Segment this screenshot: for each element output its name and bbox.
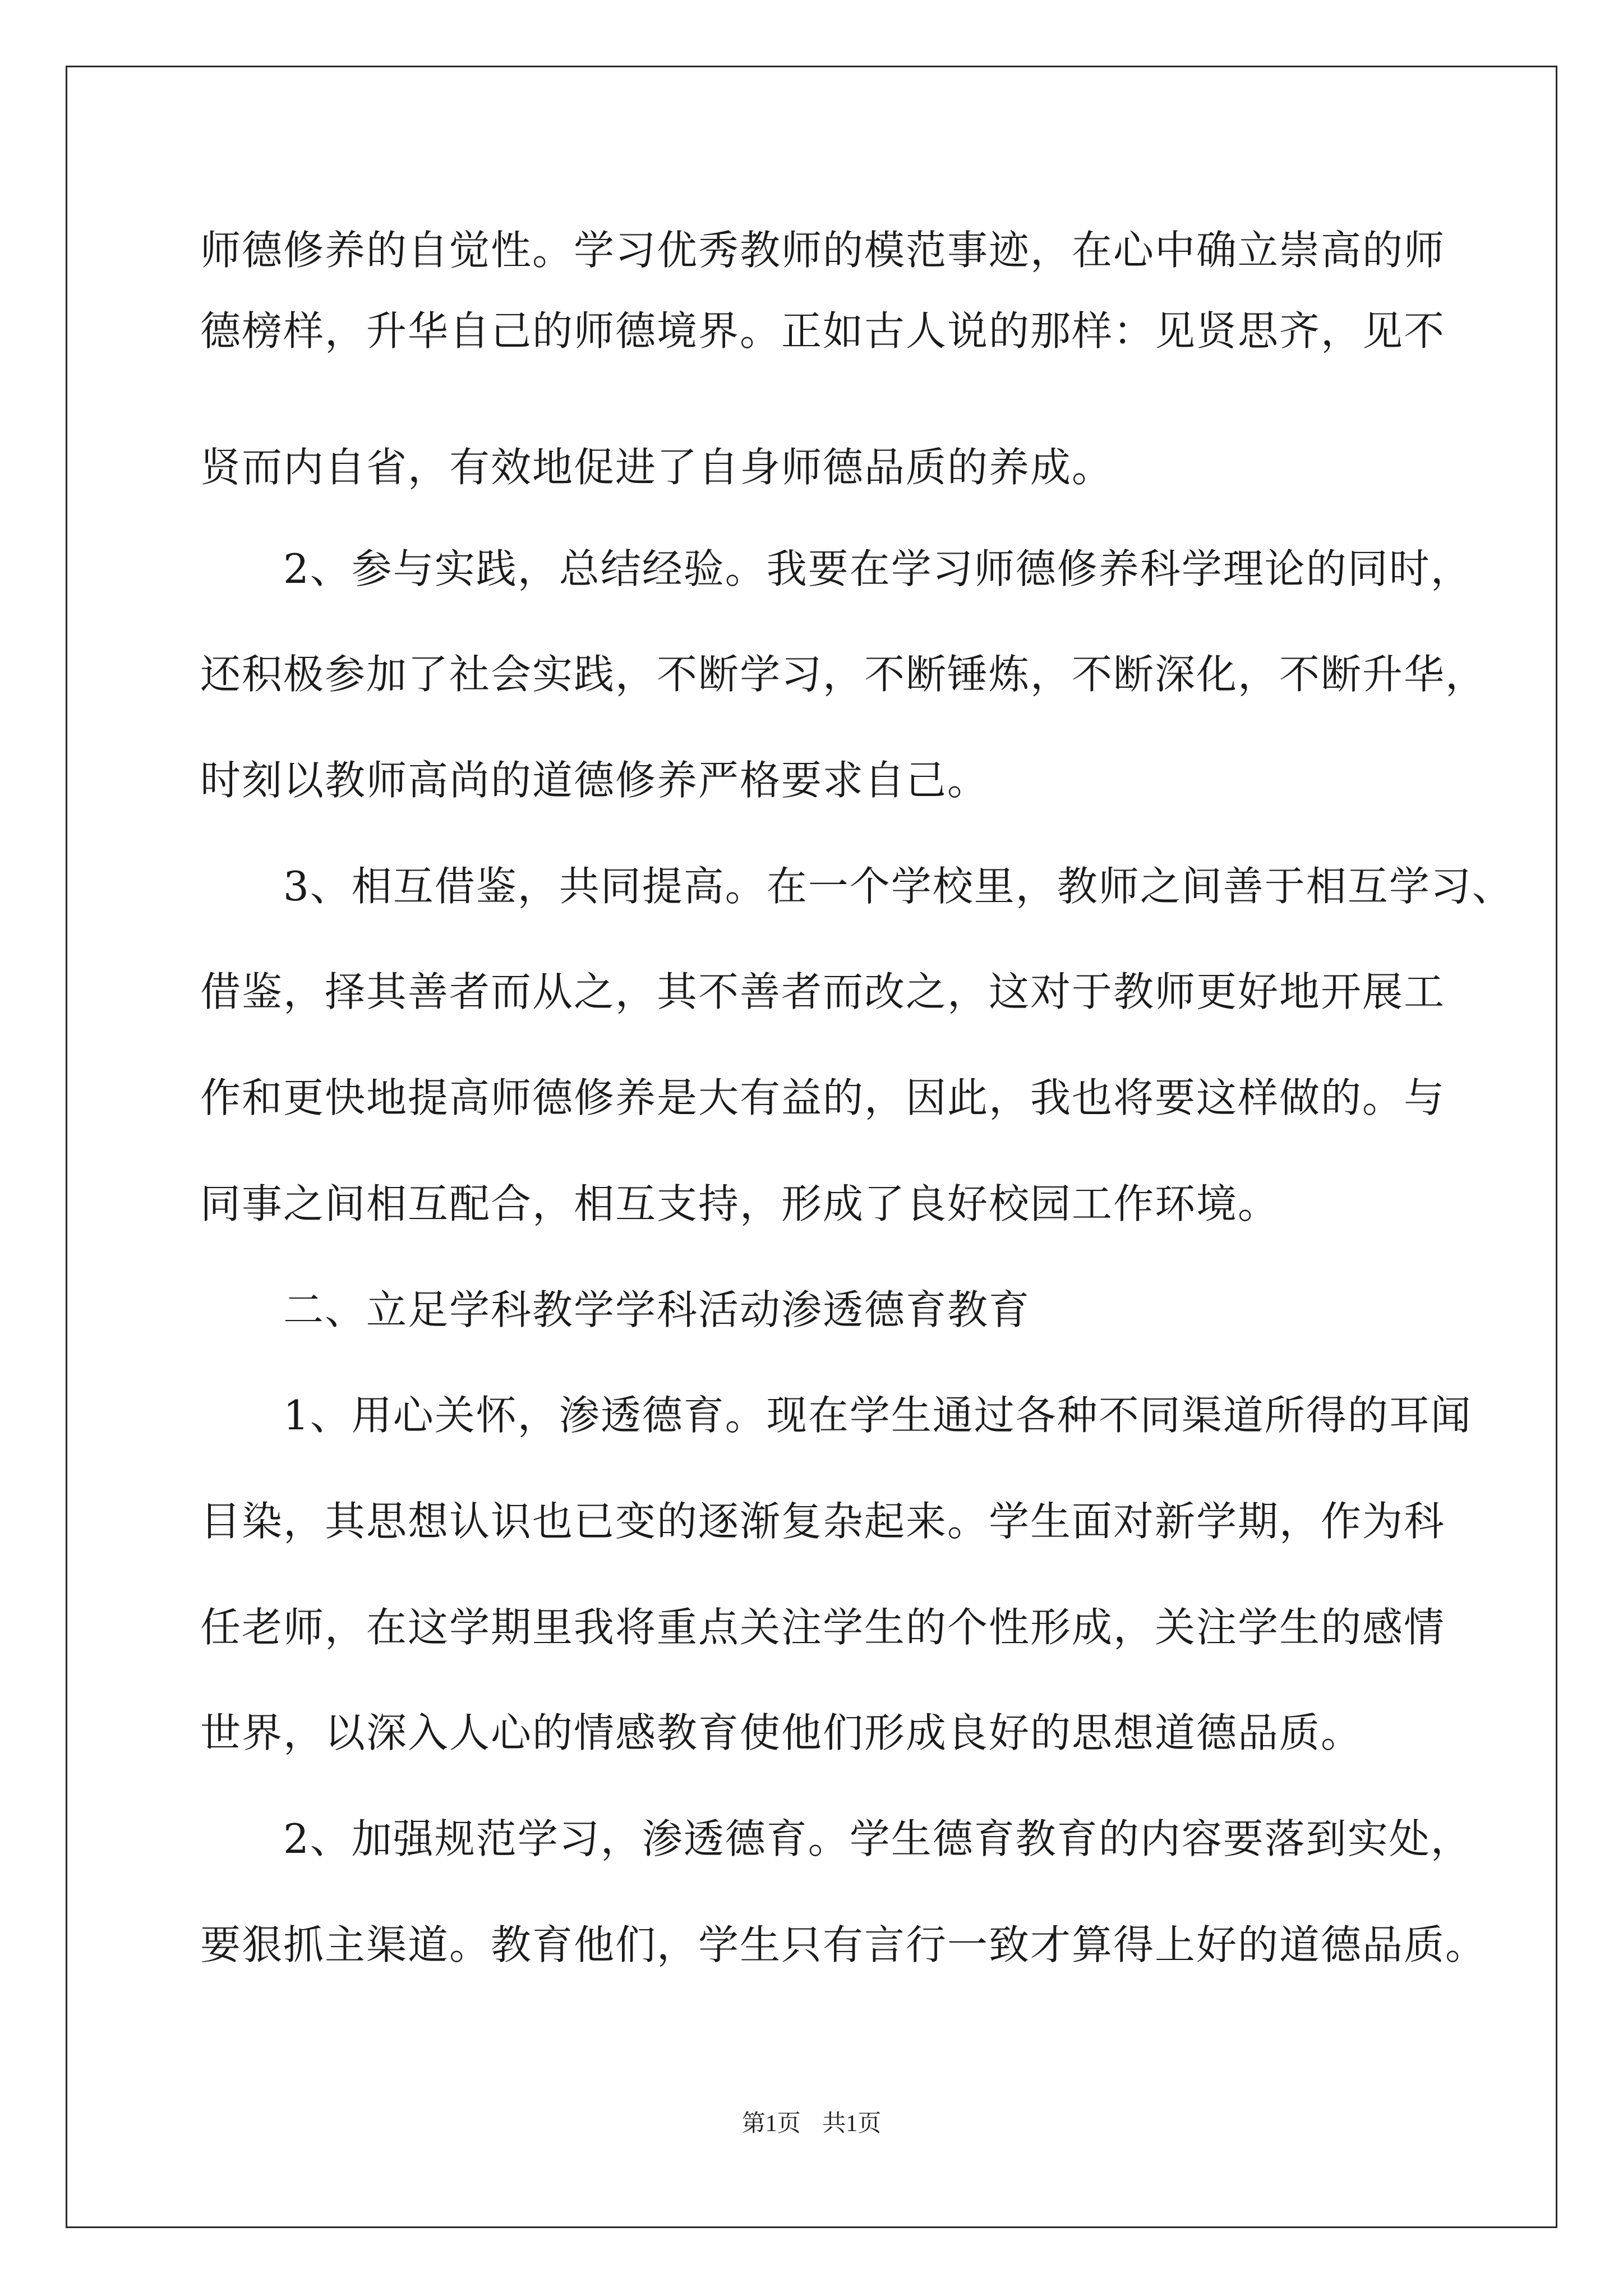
text-line: 德榜样，升华自己的师德境界。正如古人说的那样：见贤思齐，见不 xyxy=(200,307,1446,355)
text-line: 贤而内自省，有效地促进了自身师德品质的养成。 xyxy=(200,444,1114,491)
text-line: 要狠抓主渠道。教育他们，学生只有言行一致才算得上好的道德品质。 xyxy=(200,1921,1487,1968)
text-line: 1、用心关怀，渗透德育。现在学生通过各种不同渠道所得的耳闻 xyxy=(200,1392,1472,1439)
text-line: 世界，以深入人心的情感教育使他们形成良好的思想道德品质。 xyxy=(200,1709,1363,1756)
text-line: 3、相互借鉴，共同提高。在一个学校里，教师之间善于相互学习、 xyxy=(200,863,1514,910)
page-total: 共1页 xyxy=(822,2111,882,2137)
page-footer xyxy=(0,2107,1623,2141)
text-line: 2、加强规范学习，渗透德育。学生德育教育的内容要落到实处， xyxy=(200,1815,1472,1862)
page-border xyxy=(66,66,1557,2228)
text-line: 时刻以教师高尚的道德修养严格要求自己。 xyxy=(200,757,989,804)
page-number: 第1页 xyxy=(741,2111,801,2137)
text-line: 借鉴，择其善者而从之，其不善者而改之，这对于教师更好地开展工 xyxy=(200,968,1446,1015)
text-line: 2、参与实践，总结经验。我要在学习师德修养科学理论的同时， xyxy=(200,545,1472,592)
text-line: 还积极参加了社会实践，不断学习，不断锤炼，不断深化，不断升华， xyxy=(200,651,1487,698)
text-line: 师德修养的自觉性。学习优秀教师的模范事迹，在心中确立崇高的师 xyxy=(200,227,1446,274)
text-line: 作和更快地提高师德修养是大有益的，因此，我也将要这样做的。与 xyxy=(200,1074,1446,1121)
text-line: 目染，其思想认识也已变的逐渐复杂起来。学生面对新学期，作为科 xyxy=(200,1498,1446,1545)
text-line: 同事之间相互配合，相互支持，形成了良好校园工作环境。 xyxy=(200,1180,1280,1227)
text-line: 二、立足学科教学学科活动渗透德育教育 xyxy=(200,1286,1031,1333)
text-line: 任老师，在这学期里我将重点关注学生的个性形成，关注学生的感情 xyxy=(200,1604,1446,1651)
